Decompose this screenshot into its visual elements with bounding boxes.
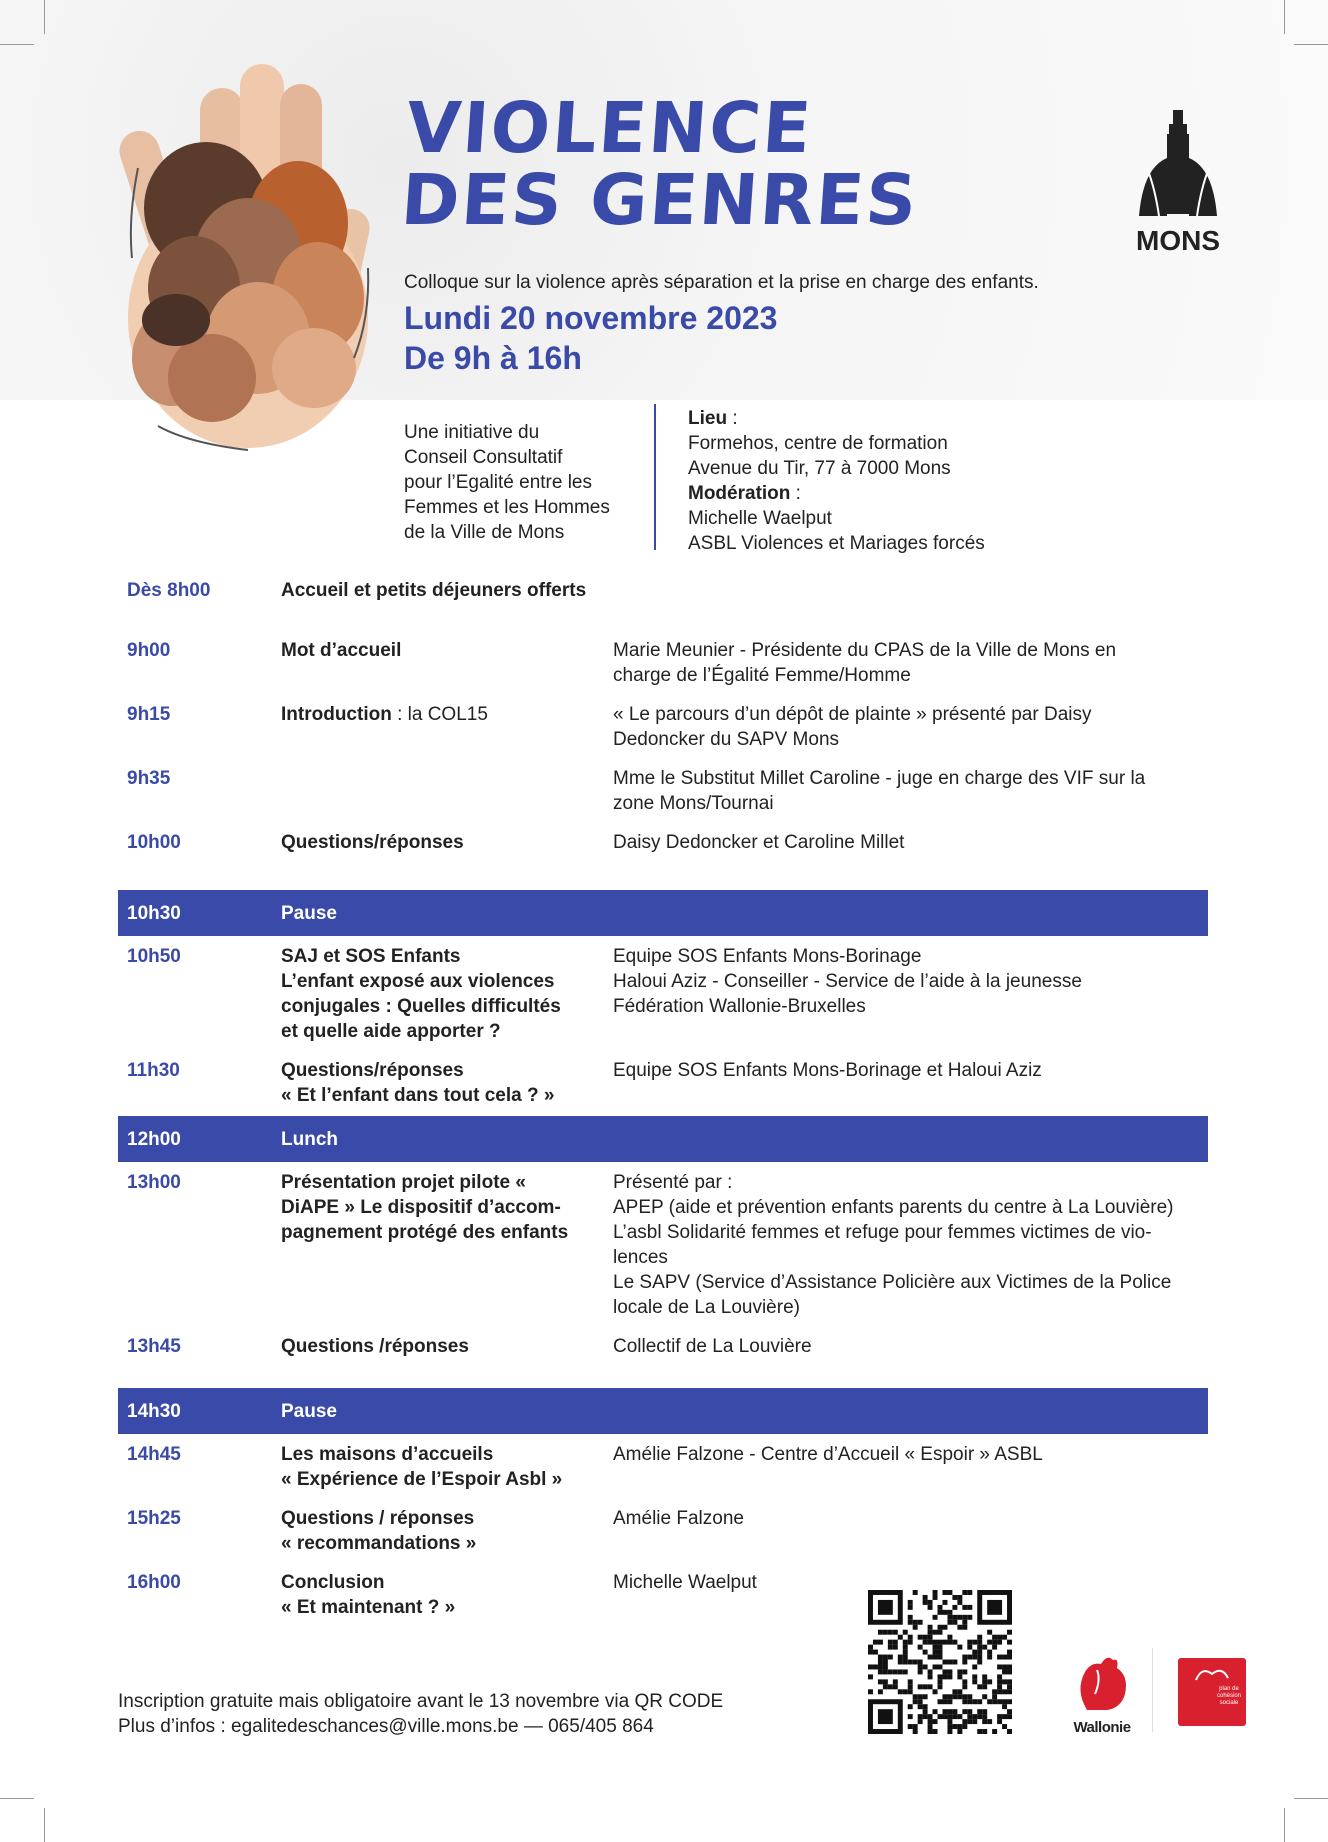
program-description — [613, 766, 1208, 816]
moderation-label: Modération — [688, 483, 791, 504]
program-session-line: Accueil et petits déjeuners offerts — [281, 580, 587, 601]
program-break-row — [118, 890, 1208, 936]
wallonie-logo — [1066, 1650, 1138, 1736]
program-session — [281, 578, 613, 624]
crop-mark — [0, 1798, 34, 1799]
program-row — [118, 830, 1208, 876]
mons-city-icon — [1133, 108, 1223, 218]
program-time: 11h30 — [127, 1060, 180, 1081]
crop-mark — [44, 0, 45, 34]
event-hours: De 9h à 16h — [404, 340, 582, 376]
program-session-line: L’enfant exposé aux violences — [281, 971, 555, 992]
program-time: 9h00 — [127, 640, 171, 661]
program-session-line: Pause — [281, 1400, 337, 1422]
program-session-line: Pause — [281, 902, 337, 924]
program-description-line: Michelle Waelput — [613, 1572, 757, 1593]
program-description-line: Le SAPV (Service d’Assistance Policière aux Victimes de la Police — [613, 1272, 1172, 1293]
crop-mark — [1284, 0, 1285, 34]
mons-city-logo — [1128, 108, 1228, 257]
pcs-logo — [1178, 1658, 1246, 1726]
program-session — [281, 702, 613, 752]
program-row — [118, 766, 1208, 816]
lieu-line: Formehos, centre de formation — [688, 433, 948, 454]
program-description-line: Présenté par : — [613, 1172, 733, 1193]
moderation-sep: : — [790, 483, 801, 504]
program-time: 12h00 — [127, 1128, 181, 1150]
initiative-line: Une initiative du — [404, 422, 540, 443]
program-description — [613, 830, 1208, 876]
program-row — [118, 1334, 1208, 1380]
crop-mark — [1294, 44, 1328, 45]
crop-mark — [44, 1808, 45, 1842]
program-time: 14h45 — [127, 1444, 181, 1465]
program-session-line: « recommandations » — [281, 1533, 477, 1554]
crop-mark — [1284, 1808, 1285, 1842]
program-time: 10h30 — [127, 902, 181, 924]
program-description — [613, 1506, 1208, 1556]
program-session-line: SAJ et SOS Enfants — [281, 946, 461, 967]
program-description — [613, 702, 1208, 752]
program-description — [613, 638, 1208, 688]
program-description-line: Amélie Falzone — [613, 1508, 744, 1529]
event-day: Lundi 20 novembre 2023 — [404, 300, 778, 336]
program-session-line: Introduction : la COL15 — [281, 704, 488, 725]
program-session-line: et quelle aide apporter ? — [281, 1021, 501, 1042]
program-row — [118, 1058, 1208, 1108]
program-description — [613, 1058, 1208, 1108]
program-description-line: « Le parcours d’un dépôt de plainte » présenté par Daisy — [613, 704, 1092, 725]
wallonie-text: Wallonie — [1073, 1719, 1131, 1736]
program-session-line: DiAPE » Le dispositif d’accom- — [281, 1197, 561, 1218]
program-break-row — [118, 1116, 1208, 1162]
program-session-line: Conclusion — [281, 1572, 385, 1593]
program-table — [118, 578, 1208, 1620]
lieu-label: Lieu — [688, 408, 728, 429]
program-session — [281, 1127, 613, 1152]
program-description-line: lences — [613, 1247, 668, 1268]
program-description-line: charge de l’Égalité Femme/Homme — [613, 665, 911, 686]
program-time: 15h25 — [127, 1508, 181, 1529]
program-time: 9h35 — [127, 768, 171, 789]
divider — [654, 404, 656, 550]
program-row — [118, 1570, 1208, 1620]
initiative-block — [404, 420, 624, 545]
program-description-line: zone Mons/Tournai — [613, 793, 774, 814]
program-session-line: pagnement protégé des enfants — [281, 1222, 569, 1243]
program-row — [118, 1442, 1208, 1492]
program-session-line: Mot d’accueil — [281, 640, 402, 661]
program-session — [281, 944, 613, 1044]
program-time: 10h50 — [127, 946, 181, 967]
program-row — [118, 578, 1208, 624]
program-session — [281, 1506, 613, 1556]
wallonie-rooster-icon — [1067, 1650, 1137, 1714]
program-description-line: locale de La Louvière) — [613, 1297, 800, 1318]
qr-code[interactable] — [868, 1590, 1012, 1734]
program-description-line: Fédération Wallonie-Bruxelles — [613, 996, 866, 1017]
title-line-1: VIOLENCE — [403, 87, 816, 169]
program-time: 16h00 — [127, 1572, 181, 1593]
program-time: 10h00 — [127, 832, 181, 853]
program-time: 13h45 — [127, 1336, 181, 1357]
program-row — [118, 1170, 1208, 1320]
initiative-line: Conseil Consultatif — [404, 447, 563, 468]
program-session-line: « Expérience de l’Espoir Asbl » — [281, 1469, 563, 1490]
program-session — [281, 638, 613, 688]
program-description-line: Amélie Falzone - Centre d’Accueil « Espoir » ASBL — [613, 1444, 1043, 1465]
program-row — [118, 944, 1208, 1044]
program-session-extra: : la COL15 — [391, 704, 488, 725]
program-description-line: APEP (aide et prévention enfants parents du centre à La Louvière) — [613, 1197, 1174, 1218]
initiative-line: Femmes et les Hommes — [404, 497, 610, 518]
location-block — [688, 406, 985, 556]
program-session-line: Questions/réponses — [281, 832, 464, 853]
lieu-line: Avenue du Tir, 77 à 7000 Mons — [688, 458, 951, 479]
program-description — [613, 1334, 1208, 1380]
program-description-line: L’asbl Solidarité femmes et refuge pour femmes victimes de vio- — [613, 1222, 1152, 1243]
program-time: 13h00 — [127, 1172, 181, 1193]
program-time: 14h30 — [127, 1400, 181, 1422]
program-description — [613, 1170, 1208, 1320]
hand-faces-illustration — [108, 58, 388, 458]
program-description-line: Collectif de La Louvière — [613, 1336, 812, 1357]
program-session — [281, 830, 613, 876]
program-session-line: Les maisons d’accueils — [281, 1444, 494, 1465]
program-session — [281, 1170, 613, 1320]
program-description-line: Mme le Substitut Millet Caroline - juge en charge des VIF sur la — [613, 768, 1146, 789]
footer — [118, 1689, 723, 1739]
title-line-2: DES GENRES — [398, 159, 922, 241]
mons-logo-text: MONS — [1136, 225, 1220, 256]
footer-contact: Plus d’infos : egalitedeschances@ville.mons.be — 065/405 864 — [118, 1716, 654, 1737]
program-row — [118, 702, 1208, 752]
program-session-line: Présentation projet pilote « — [281, 1172, 526, 1193]
pcs-icon — [1192, 1664, 1232, 1684]
program-description-line: Haloui Aziz - Conseiller - Service de l’aide à la jeunesse — [613, 971, 1082, 992]
program-description-line: Marie Meunier - Présidente du CPAS de la Ville de Mons en — [613, 640, 1117, 661]
program-row — [118, 1506, 1208, 1556]
pcs-text: plan de cohésion sociale — [1216, 1686, 1242, 1706]
moderation-line: Michelle Waelput — [688, 508, 832, 529]
program-time: 9h15 — [127, 704, 171, 725]
partner-divider — [1152, 1648, 1153, 1732]
program-session-line: « Et maintenant ? » — [281, 1597, 456, 1618]
program-description — [613, 578, 1208, 624]
program-description — [613, 1442, 1208, 1492]
program-session-line: Questions /réponses — [281, 1336, 469, 1357]
page-title — [398, 87, 926, 241]
program-session — [281, 1570, 613, 1620]
crop-mark — [0, 44, 34, 45]
program-session-line: conjugales : Quelles difficultés — [281, 996, 561, 1017]
event-date — [404, 298, 777, 378]
program-break-row — [118, 1388, 1208, 1434]
program-description-line: Equipe SOS Enfants Mons-Borinage — [613, 946, 922, 967]
program-session-line: Lunch — [281, 1128, 338, 1150]
subtitle: Colloque sur la violence après séparation et la prise en charge des enfants. — [404, 272, 1039, 293]
program-time: Dès 8h00 — [127, 580, 211, 601]
crop-mark — [1294, 1798, 1328, 1799]
program-session — [281, 1334, 613, 1380]
program-session-line: « Et l’enfant dans tout cela ? » — [281, 1085, 555, 1106]
program-description-line: Daisy Dedoncker et Caroline Millet — [613, 832, 905, 853]
program-session — [281, 1399, 613, 1424]
program-description-line: Equipe SOS Enfants Mons-Borinage et Haloui Aziz — [613, 1060, 1042, 1081]
footer-registration: Inscription gratuite mais obligatoire avant le 13 novembre via QR CODE — [118, 1691, 724, 1712]
program-session — [281, 901, 613, 926]
initiative-line: de la Ville de Mons — [404, 522, 565, 543]
initiative-line: pour l’Egalité entre les — [404, 472, 592, 493]
program-description-line: Dedoncker du SAPV Mons — [613, 729, 840, 750]
lieu-sep: : — [727, 408, 738, 429]
program-session-line: Questions / réponses — [281, 1508, 475, 1529]
program-description — [613, 944, 1208, 1044]
program-session-line: Questions/réponses — [281, 1060, 464, 1081]
program-session — [281, 1442, 613, 1492]
program-session — [281, 1058, 613, 1108]
program-session — [281, 766, 613, 816]
program-row — [118, 638, 1208, 688]
moderation-line: ASBL Violences et Mariages forcés — [688, 533, 985, 554]
